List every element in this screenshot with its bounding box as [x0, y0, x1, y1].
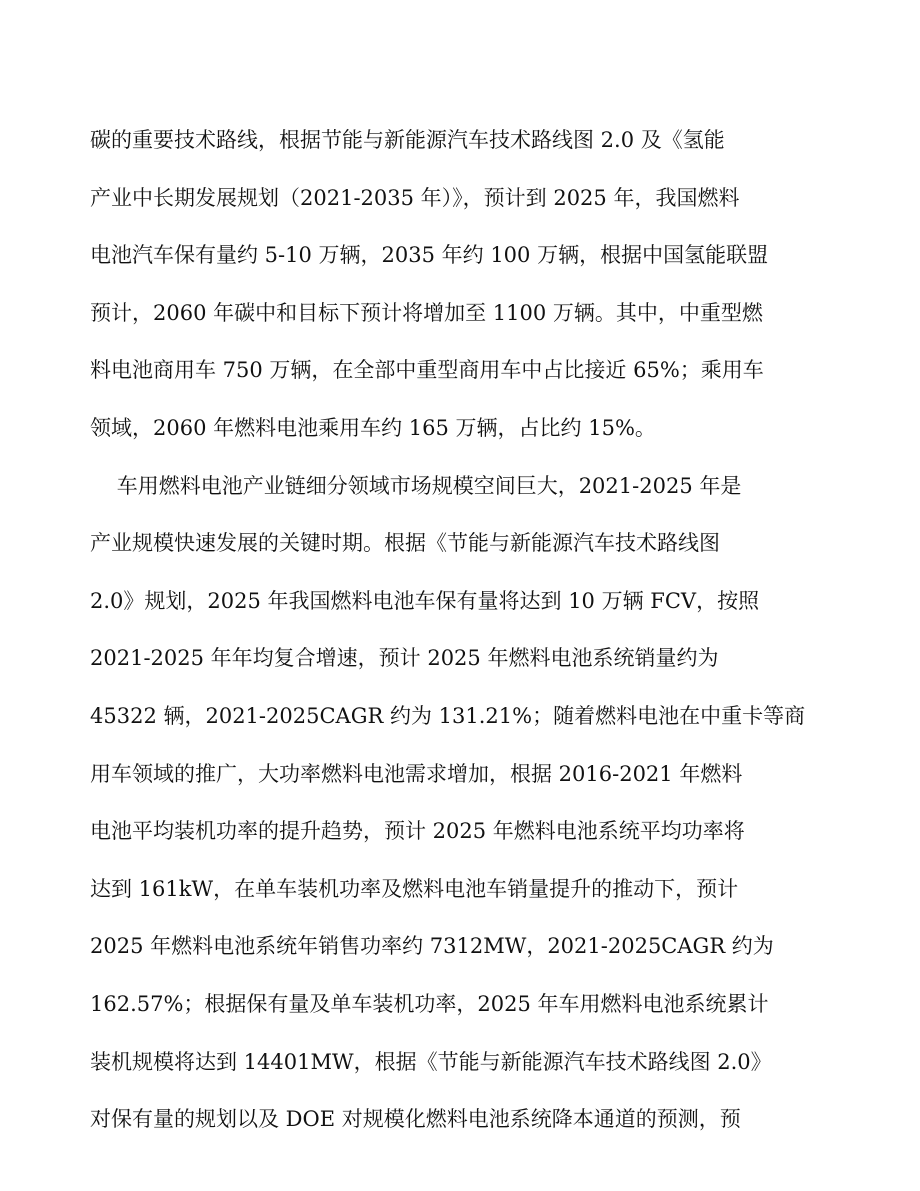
text-line: 碳的重要技术路线，根据节能与新能源汽车技术路线图 2.0 及《氢能 — [90, 128, 725, 152]
text-line: 车用燃料电池产业链细分领域市场规模空间巨大，2021-2025 年是 — [90, 473, 742, 498]
text-line: 产业中长期发展规划（2021-2035 年）》，预计到 2025 年，我国燃料 — [90, 185, 740, 210]
text-line: 电池汽车保有量约 5-10 万辆，2035 年约 100 万辆，根据中国氢能联盟 — [90, 243, 769, 268]
text-line: 装机规模将达到 14401MW，根据《节能与新能源汽车技术路线图 2.0》 — [90, 1049, 772, 1074]
text-line: 对保有量的规划以及 DOE 对规模化燃料电池系统降本通道的预测，预 — [90, 1107, 741, 1132]
text-line: 2025 年燃料电池系统年销售功率约 7312MW，2021-2025CAGR 约为 — [90, 934, 774, 959]
text-line: 162.57%；根据保有量及单车装机功率，2025 年车用燃料电池系统累计 — [90, 991, 769, 1016]
text-line: 用车领域的推广，大功率燃料电池需求增加，根据 2016-2021 年燃料 — [90, 761, 743, 786]
text-line: 达到 161kW，在单车装机功率及燃料电池车销量提升的推动下，预计 — [90, 876, 739, 901]
text-line: 45322 辆，2021-2025CAGR 约为 131.21%；随着燃料电池在中重卡等商 — [90, 703, 806, 728]
text-line: 料电池商用车 750 万辆，在全部中重型商用车中占比接近 65%；乘用车 — [90, 358, 764, 383]
text-line: 电池平均装机功率的提升趋势，预计 2025 年燃料电池系统平均功率将 — [90, 819, 745, 844]
body-text — [90, 112, 832, 1149]
text-line: 2021-2025 年年均复合增速，预计 2025 年燃料电池系统销量约为 — [90, 646, 719, 671]
text-line: 2.0》规划，2025 年我国燃料电池车保有量将达到 10 万辆 FCV，按照 — [90, 588, 760, 613]
text-line: 领域，2060 年燃料电池乘用车约 165 万辆，占比约 15%。 — [90, 415, 656, 440]
text-line: 产业规模快速发展的关键时期。根据《节能与新能源汽车技术路线图 — [90, 531, 720, 556]
text-line: 预计，2060 年碳中和目标下预计将增加至 1100 万辆。其中，中重型燃 — [90, 300, 763, 325]
